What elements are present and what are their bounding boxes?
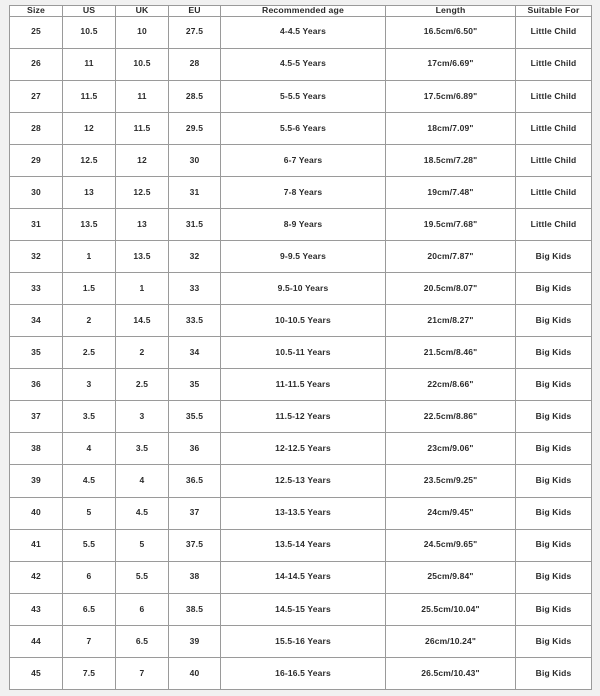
cell-length: 24cm/9.45" (386, 497, 516, 529)
cell-uk: 5 (116, 529, 169, 561)
cell-length: 19.5cm/7.68" (386, 208, 516, 240)
cell-suitable: Big Kids (516, 497, 592, 529)
cell-us: 12.5 (63, 144, 116, 176)
table-row (10, 112, 592, 144)
cell-length: 20.5cm/8.07" (386, 273, 516, 305)
cell-age: 9-9.5 Years (221, 241, 386, 273)
cell-size: 35 (10, 337, 63, 369)
table-row (10, 657, 592, 689)
table-row (10, 337, 592, 369)
cell-eu: 37.5 (169, 529, 221, 561)
cell-us: 1 (63, 241, 116, 273)
cell-length: 17cm/6.69" (386, 48, 516, 80)
table-row (10, 433, 592, 465)
cell-eu: 31 (169, 176, 221, 208)
cell-uk: 3 (116, 401, 169, 433)
cell-size: 30 (10, 176, 63, 208)
cell-age: 4-4.5 Years (221, 16, 386, 48)
table-row (10, 208, 592, 240)
cell-suitable: Little Child (516, 48, 592, 80)
table-row (10, 369, 592, 401)
cell-us: 11.5 (63, 80, 116, 112)
cell-suitable: Big Kids (516, 369, 592, 401)
cell-age: 10-10.5 Years (221, 305, 386, 337)
cell-suitable: Big Kids (516, 273, 592, 305)
cell-length: 17.5cm/6.89" (386, 80, 516, 112)
cell-us: 6.5 (63, 593, 116, 625)
cell-age: 5.5-6 Years (221, 112, 386, 144)
cell-eu: 31.5 (169, 208, 221, 240)
cell-size: 27 (10, 80, 63, 112)
cell-eu: 33.5 (169, 305, 221, 337)
table-row (10, 16, 592, 48)
cell-size: 44 (10, 625, 63, 657)
cell-size: 41 (10, 529, 63, 561)
cell-eu: 39 (169, 625, 221, 657)
column-header-size: Size (10, 6, 63, 17)
table-row (10, 625, 592, 657)
cell-suitable: Big Kids (516, 625, 592, 657)
cell-us: 6 (63, 561, 116, 593)
cell-age: 4.5-5 Years (221, 48, 386, 80)
cell-length: 23.5cm/9.25" (386, 465, 516, 497)
cell-uk: 10.5 (116, 48, 169, 80)
cell-us: 10.5 (63, 16, 116, 48)
cell-us: 2 (63, 305, 116, 337)
cell-uk: 4.5 (116, 497, 169, 529)
cell-uk: 10 (116, 16, 169, 48)
cell-length: 18.5cm/7.28" (386, 144, 516, 176)
cell-size: 38 (10, 433, 63, 465)
cell-us: 13.5 (63, 208, 116, 240)
cell-us: 1.5 (63, 273, 116, 305)
table-row (10, 305, 592, 337)
table-row (10, 497, 592, 529)
cell-size: 39 (10, 465, 63, 497)
cell-uk: 11 (116, 80, 169, 112)
cell-size: 29 (10, 144, 63, 176)
cell-suitable: Big Kids (516, 433, 592, 465)
cell-us: 5 (63, 497, 116, 529)
cell-suitable: Little Child (516, 176, 592, 208)
cell-size: 28 (10, 112, 63, 144)
cell-suitable: Little Child (516, 16, 592, 48)
cell-age: 8-9 Years (221, 208, 386, 240)
cell-uk: 2.5 (116, 369, 169, 401)
cell-eu: 38.5 (169, 593, 221, 625)
cell-uk: 12.5 (116, 176, 169, 208)
cell-suitable: Big Kids (516, 241, 592, 273)
cell-uk: 1 (116, 273, 169, 305)
cell-uk: 4 (116, 465, 169, 497)
cell-suitable: Big Kids (516, 401, 592, 433)
cell-age: 9.5-10 Years (221, 273, 386, 305)
cell-suitable: Big Kids (516, 593, 592, 625)
cell-length: 25cm/9.84" (386, 561, 516, 593)
cell-suitable: Little Child (516, 208, 592, 240)
column-header-us: US (63, 6, 116, 17)
cell-age: 12.5-13 Years (221, 465, 386, 497)
cell-size: 33 (10, 273, 63, 305)
cell-uk: 11.5 (116, 112, 169, 144)
cell-age: 13-13.5 Years (221, 497, 386, 529)
cell-size: 26 (10, 48, 63, 80)
cell-eu: 36.5 (169, 465, 221, 497)
table-row (10, 48, 592, 80)
table-row (10, 561, 592, 593)
cell-us: 12 (63, 112, 116, 144)
cell-us: 2.5 (63, 337, 116, 369)
cell-length: 24.5cm/9.65" (386, 529, 516, 561)
cell-eu: 30 (169, 144, 221, 176)
cell-length: 22cm/8.66" (386, 369, 516, 401)
cell-eu: 29.5 (169, 112, 221, 144)
cell-eu: 38 (169, 561, 221, 593)
cell-uk: 3.5 (116, 433, 169, 465)
cell-age: 15.5-16 Years (221, 625, 386, 657)
cell-age: 14.5-15 Years (221, 593, 386, 625)
cell-age: 10.5-11 Years (221, 337, 386, 369)
cell-uk: 6 (116, 593, 169, 625)
table-header (10, 6, 592, 17)
cell-size: 40 (10, 497, 63, 529)
cell-eu: 34 (169, 337, 221, 369)
cell-length: 23cm/9.06" (386, 433, 516, 465)
cell-age: 5-5.5 Years (221, 80, 386, 112)
column-header-uk: UK (116, 6, 169, 17)
cell-uk: 13 (116, 208, 169, 240)
cell-size: 37 (10, 401, 63, 433)
cell-age: 7-8 Years (221, 176, 386, 208)
cell-us: 7 (63, 625, 116, 657)
cell-size: 36 (10, 369, 63, 401)
column-header-length: Length (386, 6, 516, 17)
cell-age: 13.5-14 Years (221, 529, 386, 561)
table-row (10, 273, 592, 305)
cell-age: 12-12.5 Years (221, 433, 386, 465)
table-header-row (10, 6, 592, 17)
cell-age: 14-14.5 Years (221, 561, 386, 593)
cell-size: 42 (10, 561, 63, 593)
table-row (10, 176, 592, 208)
cell-suitable: Little Child (516, 112, 592, 144)
cell-length: 21cm/8.27" (386, 305, 516, 337)
cell-size: 25 (10, 16, 63, 48)
cell-uk: 13.5 (116, 241, 169, 273)
cell-length: 25.5cm/10.04" (386, 593, 516, 625)
cell-size: 32 (10, 241, 63, 273)
cell-age: 11.5-12 Years (221, 401, 386, 433)
cell-suitable: Big Kids (516, 561, 592, 593)
cell-eu: 28.5 (169, 80, 221, 112)
table-row (10, 529, 592, 561)
cell-eu: 28 (169, 48, 221, 80)
cell-size: 43 (10, 593, 63, 625)
cell-length: 19cm/7.48" (386, 176, 516, 208)
cell-suitable: Big Kids (516, 305, 592, 337)
column-header-age: Recommended age (221, 6, 386, 17)
cell-eu: 27.5 (169, 16, 221, 48)
table-row (10, 593, 592, 625)
cell-size: 45 (10, 657, 63, 689)
shoe-size-chart-table (9, 5, 592, 690)
cell-uk: 14.5 (116, 305, 169, 337)
cell-eu: 36 (169, 433, 221, 465)
cell-uk: 5.5 (116, 561, 169, 593)
cell-length: 16.5cm/6.50" (386, 16, 516, 48)
table-row (10, 144, 592, 176)
cell-eu: 33 (169, 273, 221, 305)
column-header-suitable: Suitable For (516, 6, 592, 17)
cell-age: 6-7 Years (221, 144, 386, 176)
cell-uk: 7 (116, 657, 169, 689)
cell-suitable: Little Child (516, 80, 592, 112)
cell-length: 18cm/7.09" (386, 112, 516, 144)
cell-size: 31 (10, 208, 63, 240)
cell-suitable: Big Kids (516, 337, 592, 369)
cell-uk: 2 (116, 337, 169, 369)
cell-length: 26.5cm/10.43" (386, 657, 516, 689)
table-row (10, 465, 592, 497)
cell-uk: 6.5 (116, 625, 169, 657)
cell-uk: 12 (116, 144, 169, 176)
cell-age: 16-16.5 Years (221, 657, 386, 689)
cell-suitable: Big Kids (516, 529, 592, 561)
table-row (10, 80, 592, 112)
cell-eu: 35 (169, 369, 221, 401)
cell-length: 26cm/10.24" (386, 625, 516, 657)
cell-suitable: Big Kids (516, 657, 592, 689)
cell-us: 3 (63, 369, 116, 401)
cell-us: 11 (63, 48, 116, 80)
cell-length: 20cm/7.87" (386, 241, 516, 273)
cell-us: 7.5 (63, 657, 116, 689)
cell-us: 4.5 (63, 465, 116, 497)
cell-eu: 40 (169, 657, 221, 689)
cell-us: 13 (63, 176, 116, 208)
cell-age: 11-11.5 Years (221, 369, 386, 401)
column-header-eu: EU (169, 6, 221, 17)
cell-us: 5.5 (63, 529, 116, 561)
cell-suitable: Little Child (516, 144, 592, 176)
cell-eu: 35.5 (169, 401, 221, 433)
cell-length: 21.5cm/8.46" (386, 337, 516, 369)
cell-us: 3.5 (63, 401, 116, 433)
cell-eu: 32 (169, 241, 221, 273)
table-row (10, 241, 592, 273)
cell-eu: 37 (169, 497, 221, 529)
table-body (10, 16, 592, 689)
cell-suitable: Big Kids (516, 465, 592, 497)
cell-us: 4 (63, 433, 116, 465)
cell-size: 34 (10, 305, 63, 337)
table-row (10, 401, 592, 433)
cell-length: 22.5cm/8.86" (386, 401, 516, 433)
